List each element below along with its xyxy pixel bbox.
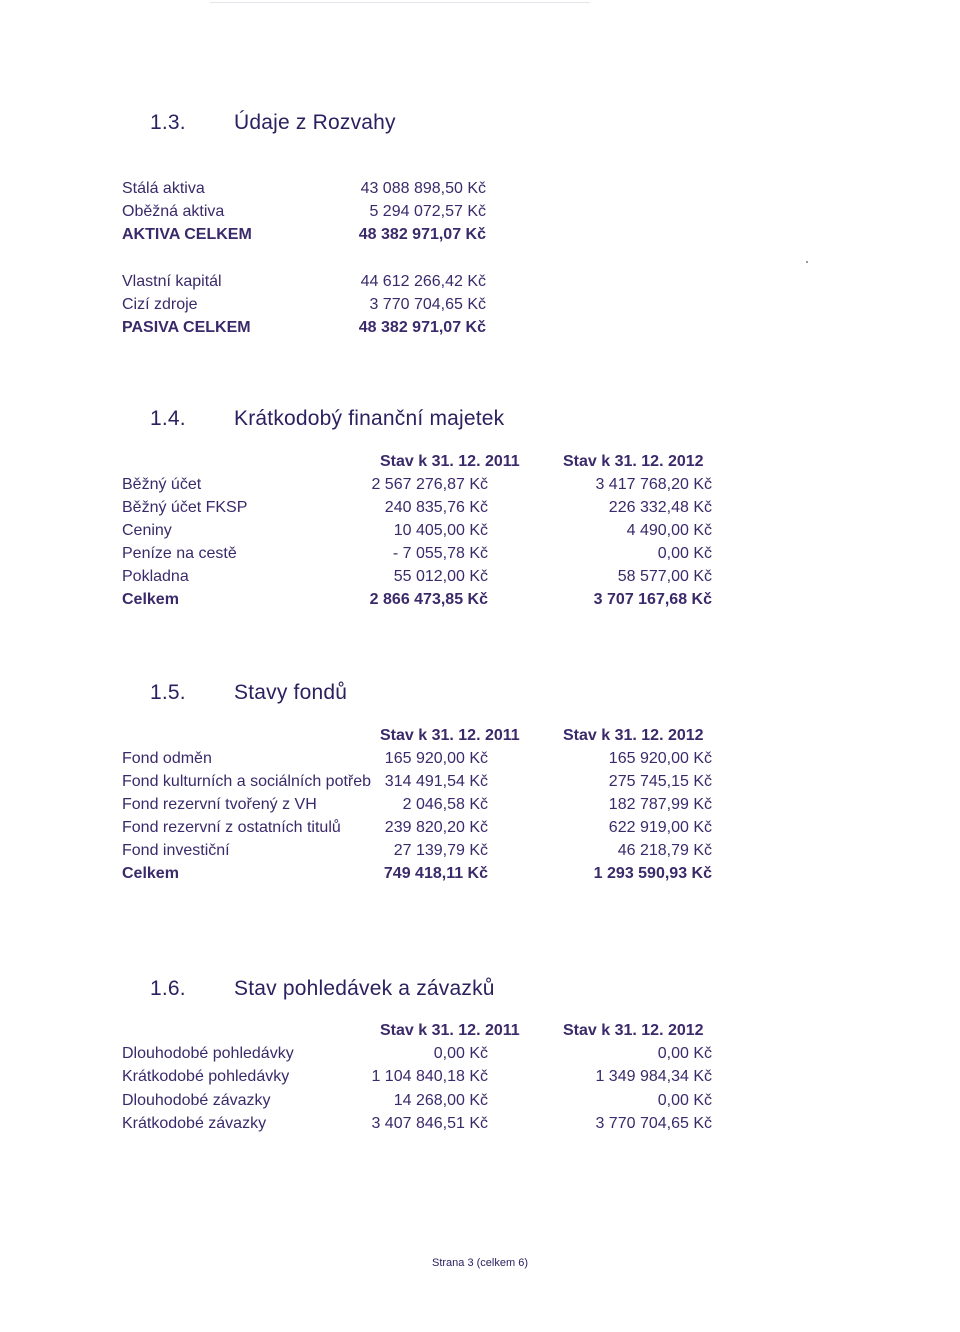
value-2012: 3 707 167,68 Kč <box>593 591 712 608</box>
column-header-2012: Stav k 31. 12. 2012 <box>563 453 704 470</box>
column-header-2011: Stav k 31. 12. 2011 <box>380 727 520 744</box>
balance-row <box>0 296 960 319</box>
column-header-row <box>0 453 960 476</box>
value-2011: 165 920,00 Kč <box>384 750 488 767</box>
value-2012: 0,00 Kč <box>657 1092 712 1109</box>
section-title: Stav pohledávek a závazků <box>234 977 495 1000</box>
row-value: 48 382 971,07 Kč <box>358 319 486 336</box>
row-label: Fond investiční <box>122 842 230 859</box>
value-2011: 55 012,00 Kč <box>393 568 488 585</box>
value-2011: 239 820,20 Kč <box>384 819 488 836</box>
table-row <box>0 842 960 865</box>
value-2011: 314 491,54 Kč <box>384 773 488 790</box>
row-value: 44 612 266,42 Kč <box>360 273 486 290</box>
value-2011: 2 866 473,85 Kč <box>369 591 488 608</box>
row-label: Oběžná aktiva <box>122 203 225 220</box>
table-total-row <box>0 865 960 888</box>
column-header-2011: Stav k 31. 12. 2011 <box>380 453 520 470</box>
column-header-row <box>0 1022 960 1045</box>
value-2012: 58 577,00 Kč <box>617 568 712 585</box>
row-label: Dlouhodobé závazky <box>122 1092 271 1109</box>
table-row <box>0 796 960 819</box>
value-2012: 0,00 Kč <box>657 545 712 562</box>
section-number: 1.4. <box>150 407 186 430</box>
table-total-row <box>0 591 960 614</box>
section-number: 1.6. <box>150 977 186 1000</box>
table-row <box>0 1115 960 1138</box>
value-2011: 749 418,11 Kč <box>383 865 488 882</box>
section-title: Krátkodobý finanční majetek <box>234 407 505 430</box>
section-number: 1.5. <box>150 681 186 704</box>
row-value: 43 088 898,50 Kč <box>360 180 486 197</box>
row-label: Stálá aktiva <box>122 180 205 197</box>
row-label: Běžný účet <box>122 476 202 493</box>
column-header-2012: Stav k 31. 12. 2012 <box>563 1022 704 1039</box>
scan-edge-line <box>210 2 590 3</box>
row-label: Pokladna <box>122 568 189 585</box>
value-2011: 2 567 276,87 Kč <box>371 476 488 493</box>
balance-row <box>0 180 960 203</box>
table-row <box>0 522 960 545</box>
value-2011: 10 405,00 Kč <box>393 522 488 539</box>
table-row <box>0 1068 960 1091</box>
row-label: Fond rezervní tvořený z VH <box>122 796 317 813</box>
balance-row <box>0 203 960 226</box>
table-row <box>0 819 960 842</box>
scan-speck <box>806 261 808 263</box>
table-row <box>0 499 960 522</box>
value-2011: 0,00 Kč <box>433 1045 488 1062</box>
value-2012: 0,00 Kč <box>657 1045 712 1062</box>
value-2012: 275 745,15 Kč <box>608 773 712 790</box>
row-label: Celkem <box>122 865 179 882</box>
row-label: Fond odměn <box>122 750 212 767</box>
table-row <box>0 568 960 591</box>
row-value: 5 294 072,57 Kč <box>369 203 486 220</box>
table-row <box>0 545 960 568</box>
row-value: 48 382 971,07 Kč <box>358 226 486 243</box>
value-2012: 182 787,99 Kč <box>608 796 712 813</box>
value-2012: 3 770 704,65 Kč <box>595 1115 712 1132</box>
row-label: Cizí zdroje <box>122 296 198 313</box>
value-2012: 622 919,00 Kč <box>608 819 712 836</box>
column-header-2012: Stav k 31. 12. 2012 <box>563 727 704 744</box>
row-label: Ceniny <box>122 522 172 539</box>
value-2011: - 7 055,78 Kč <box>392 545 488 562</box>
table-row <box>0 1045 960 1068</box>
table-row <box>0 750 960 773</box>
table-row <box>0 773 960 796</box>
row-label: Peníze na cestě <box>122 545 237 562</box>
row-label: Běžný účet FKSP <box>122 499 248 516</box>
row-label: Celkem <box>122 591 179 608</box>
value-2011: 3 407 846,51 Kč <box>371 1115 488 1132</box>
row-label: Vlastní kapitál <box>122 273 222 290</box>
row-label: Dlouhodobé pohledávky <box>122 1045 294 1062</box>
value-2012: 165 920,00 Kč <box>608 750 712 767</box>
page-footer: Strana 3 (celkem 6) <box>432 1257 528 1269</box>
value-2012: 1 293 590,93 Kč <box>593 865 712 882</box>
value-2012: 3 417 768,20 Kč <box>595 476 712 493</box>
value-2012: 4 490,00 Kč <box>626 522 712 539</box>
section-number: 1.3. <box>150 111 186 134</box>
row-label: Krátkodobé pohledávky <box>122 1068 290 1085</box>
value-2011: 240 835,76 Kč <box>384 499 488 516</box>
value-2012: 1 349 984,34 Kč <box>595 1068 712 1085</box>
row-label: AKTIVA CELKEM <box>122 226 252 243</box>
section-title: Stavy fondů <box>234 681 348 704</box>
value-2011: 14 268,00 Kč <box>393 1092 488 1109</box>
balance-total-row <box>0 319 960 342</box>
value-2011: 27 139,79 Kč <box>393 842 488 859</box>
value-2011: 1 104 840,18 Kč <box>371 1068 488 1085</box>
row-value: 3 770 704,65 Kč <box>369 296 486 313</box>
table-row <box>0 476 960 499</box>
value-2011: 2 046,58 Kč <box>402 796 488 813</box>
row-label: Krátkodobé závazky <box>122 1115 267 1132</box>
balance-total-row <box>0 226 960 249</box>
row-label: Fond rezervní z ostatních titulů <box>122 819 341 836</box>
value-2012: 226 332,48 Kč <box>608 499 712 516</box>
table-row <box>0 1092 960 1115</box>
value-2012: 46 218,79 Kč <box>617 842 712 859</box>
column-header-2011: Stav k 31. 12. 2011 <box>380 1022 520 1039</box>
row-label: Fond kulturních a sociálních potřeb <box>122 773 372 790</box>
balance-row <box>0 273 960 296</box>
row-label: PASIVA CELKEM <box>122 319 251 336</box>
section-title: Údaje z Rozvahy <box>234 111 396 134</box>
column-header-row <box>0 727 960 750</box>
